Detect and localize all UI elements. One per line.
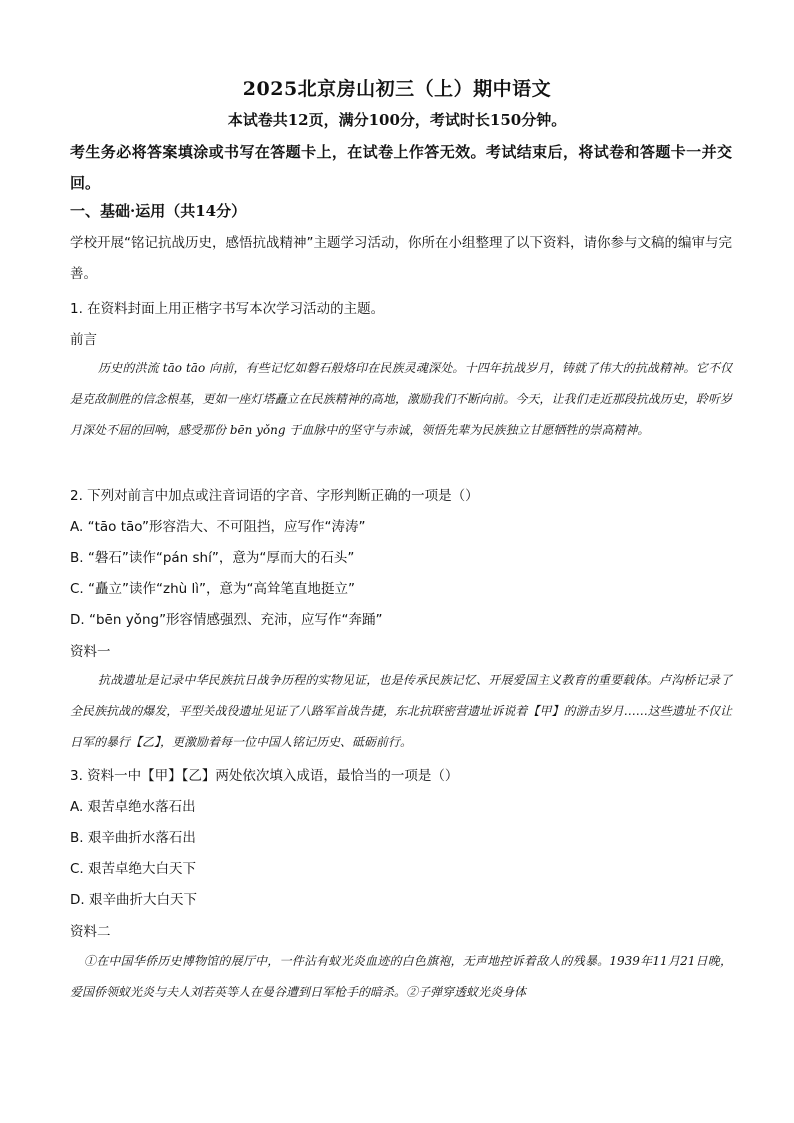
exam-info: 本试卷共12页，满分100分，考试时长150分钟。 — [227, 111, 567, 129]
preface-label: 前言 — [70, 332, 97, 348]
question-2-option-b: B. “磐石”读作“pán shí”，意为“厚而大的石头” — [70, 550, 355, 566]
section-heading: 一、基础·运用（共14分） — [70, 202, 247, 220]
material-2-label: 资料二 — [70, 924, 111, 940]
preface-text: 历史的洪流 tāo tāo 向前，有些记忆如磐石般烙印在民族灵魂深处。十四年抗战岁月，铸就了伟大的抗战精神。它不仅是克敌制胜的信念根基，更如一座灯塔矗立在民族精神的高地，激励我们不断向前。今天，让我们走近那段抗战历史，聆听岁月深处不屈的回响，感受那份 bēn yǒng 于血脉中的坚守与赤诚，领悟先辈为民族独立甘愿牺牲的崇高精神。 — [70, 361, 732, 437]
question-2-option-c: C. “矗立”读作“zhù lì”，意为“高耸笔直地挺立” — [70, 581, 355, 597]
question-3-option-a: A. 艰苦卓绝水落石出 — [70, 799, 196, 815]
question-2-option-a: A. “tāo tāo”形容浩大、不可阻挡，应写作“涛涛” — [70, 519, 366, 535]
question-3-option-c: C. 艰苦卓绝大白天下 — [70, 861, 197, 877]
material-1-label: 资料一 — [70, 644, 111, 660]
question-3-option-b: B. 艰辛曲折水落石出 — [70, 830, 196, 846]
question-2-stem: 2. 下列对前言中加点或注音词语的字音、字形判断正确的一项是（） — [70, 488, 479, 504]
question-3-stem: 3. 资料一中【甲】【乙】两处依次填入成语，最恰当的一项是（） — [70, 768, 459, 784]
question-1: 1. 在资料封面上用正楷字书写本次学习活动的主题。 — [70, 301, 385, 317]
question-3-option-d: D. 艰辛曲折大白天下 — [70, 892, 197, 908]
page-title: 2025北京房山初三（上）期中语文 — [242, 78, 552, 100]
material-2-text: ①在中国华侨历史博物馆的展厅中，一件沾有蚁光炎血迹的白色旗袍，无声地控诉着敌人的残暴。1939年11月21日晚，爱国侨领蚁光炎与夫人刘若英等人在曼谷遭到日军枪手的暗杀。②子弹穿透蚁光炎身体 — [70, 954, 732, 999]
section-intro: 学校开展“铭记抗战历史，感悟抗战精神”主题学习活动，你所在小组整理了以下资料，请你参与文稿的编审与完善。 — [70, 235, 732, 282]
exam-notice: 考生务必将答案填涂或书写在答题卡上，在试卷上作答无效。考试结束后，将试卷和答题卡一并交回。 — [70, 143, 732, 192]
question-2-option-d: D. “bēn yǒng”形容情感强烈、充沛，应写作“奔踊” — [70, 612, 383, 628]
material-1-text: 抗战遗址是记录中华民族抗日战争历程的实物见证，也是传承民族记忆、开展爱国主义教育的重要载体。卢沟桥记录了全民族抗战的爆发，平型关战役遗址见证了八路军首战告捷，东北抗联密营遗址诉说着【甲】的游击岁月……这些遗址不仅让日军的暴行【乙】，更激励着每一位中国人铭记历史、砥砺前行。 — [70, 673, 732, 749]
